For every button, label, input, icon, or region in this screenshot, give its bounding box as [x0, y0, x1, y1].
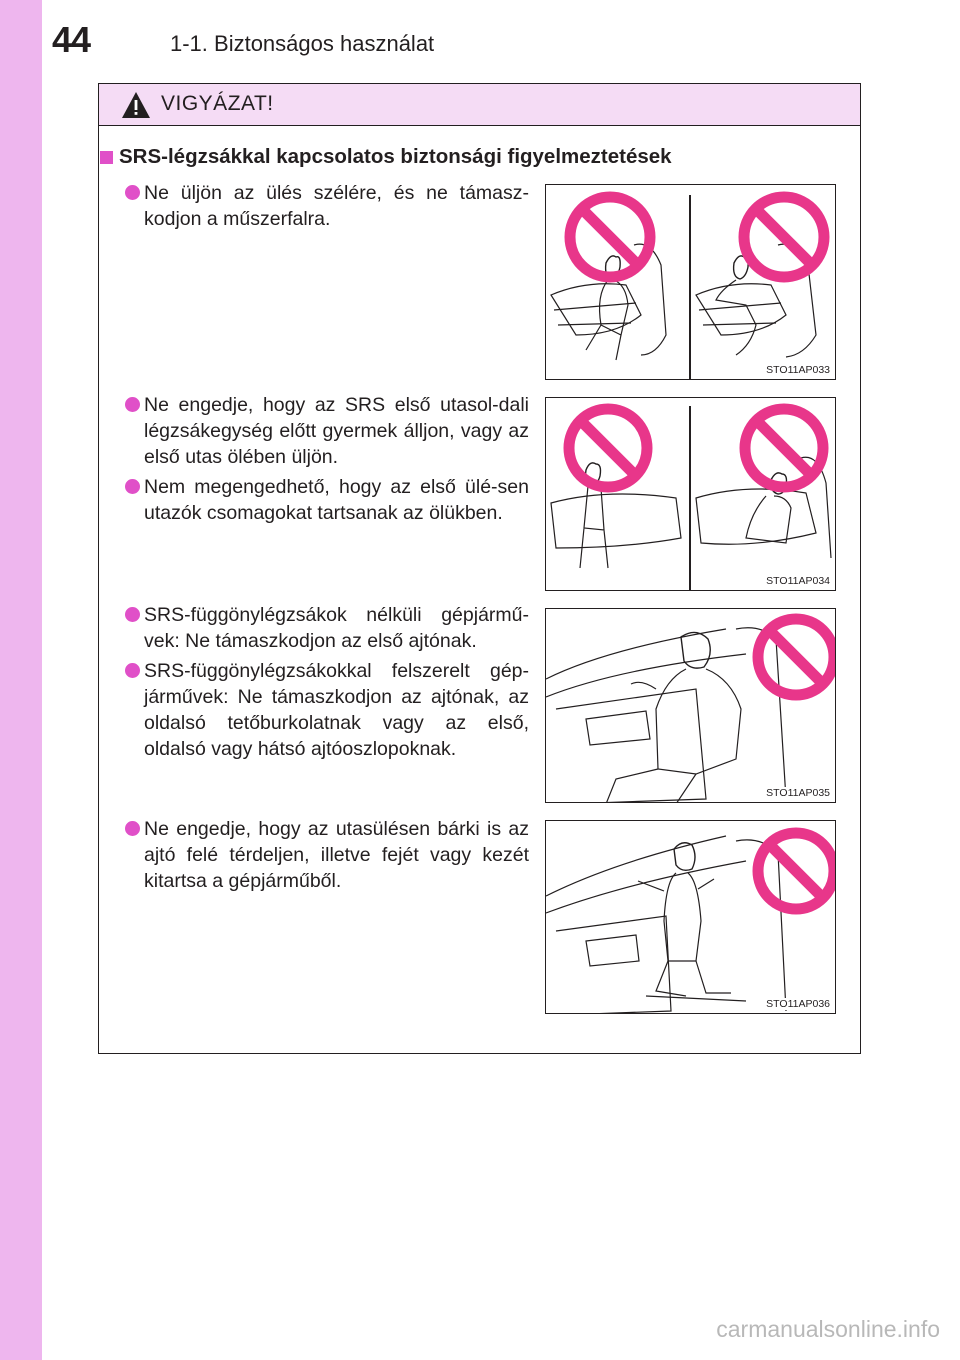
illustration-leaning-on-door — [545, 608, 836, 803]
warning-item — [125, 816, 529, 894]
warning-item — [125, 658, 529, 762]
warning-item-text: Ne üljön az ülés szélére, és ne támasz-kodjon a műszerfalra. — [144, 182, 529, 230]
figure-code: STO11AP033 — [766, 364, 830, 376]
warning-item-text: SRS-függönylégzsákok nélküli gépjármű-vek: Ne támaszkodjon az első ajtónak. — [144, 604, 529, 652]
figure-code: STO11AP036 — [766, 998, 830, 1010]
illustration-drawing — [546, 398, 836, 591]
watermark: carmanualsonline.info — [716, 1316, 940, 1342]
warning-item-text: Ne engedje, hogy az SRS első utasol-dali légzsákegység előtt gyermek álljon, vagy az első utas ölében üljön. — [144, 394, 529, 468]
illustration-drawing — [546, 609, 836, 803]
bullet-dot-icon — [125, 185, 140, 200]
bullet-dot-icon — [125, 607, 140, 622]
warning-item-text: Nem megengedhető, hogy az első ülé-sen utazók csomagokat tartsanak az ölükben. — [144, 476, 529, 524]
warning-item — [125, 180, 529, 232]
prohibition-sign-icon — [758, 619, 834, 695]
warning-item-text: Ne engedje, hogy az utasülésen bárki is az ajtó felé térdeljen, illetve fejét vagy kezét kitartsa a gépjárműből. — [144, 818, 529, 892]
bullet-dot-icon — [125, 479, 140, 494]
bullet-dot-icon — [125, 821, 140, 836]
illustration-child-in-front — [545, 397, 836, 591]
illustration-sitting-on-seat-edge — [545, 184, 836, 380]
prohibition-sign-icon — [570, 197, 650, 277]
subheading-text: SRS-légzsákkal kapcsolatos biztonsági figyelmeztetések — [119, 145, 672, 168]
bullet-dot-icon — [125, 397, 140, 412]
chapter-side-strip — [0, 0, 42, 1360]
page-number: 44 — [52, 19, 91, 60]
warning-subheading — [100, 145, 672, 169]
square-bullet-icon — [100, 151, 113, 164]
illustration-drawing — [546, 821, 836, 1014]
illustration-drawing — [546, 185, 836, 380]
section-title: 1-1. Biztonságos használat — [170, 31, 435, 56]
prohibition-sign-icon — [744, 197, 824, 277]
warning-item — [125, 474, 529, 526]
prohibition-sign-icon — [569, 409, 647, 487]
illustration-kneeling-toward-door — [545, 820, 836, 1014]
warning-title: VIGYÁZAT! — [161, 92, 274, 115]
bullet-dot-icon — [125, 663, 140, 678]
prohibition-sign-icon — [758, 833, 834, 909]
warning-header — [99, 84, 860, 126]
prohibition-sign-icon — [745, 409, 823, 487]
warning-item — [125, 392, 529, 470]
warning-item — [125, 602, 529, 654]
warning-item-text: SRS-függönylégzsákokkal felszerelt gép-járművek: Ne támaszkodjon az ajtónak, az oldalsó tetőburkolatnak vagy az első, oldalsó vagy hátsó ajtóoszlopoknak. — [144, 660, 529, 760]
warning-triangle-icon — [121, 91, 151, 119]
figure-code: STO11AP034 — [766, 575, 830, 587]
figure-code: STO11AP035 — [766, 787, 830, 799]
